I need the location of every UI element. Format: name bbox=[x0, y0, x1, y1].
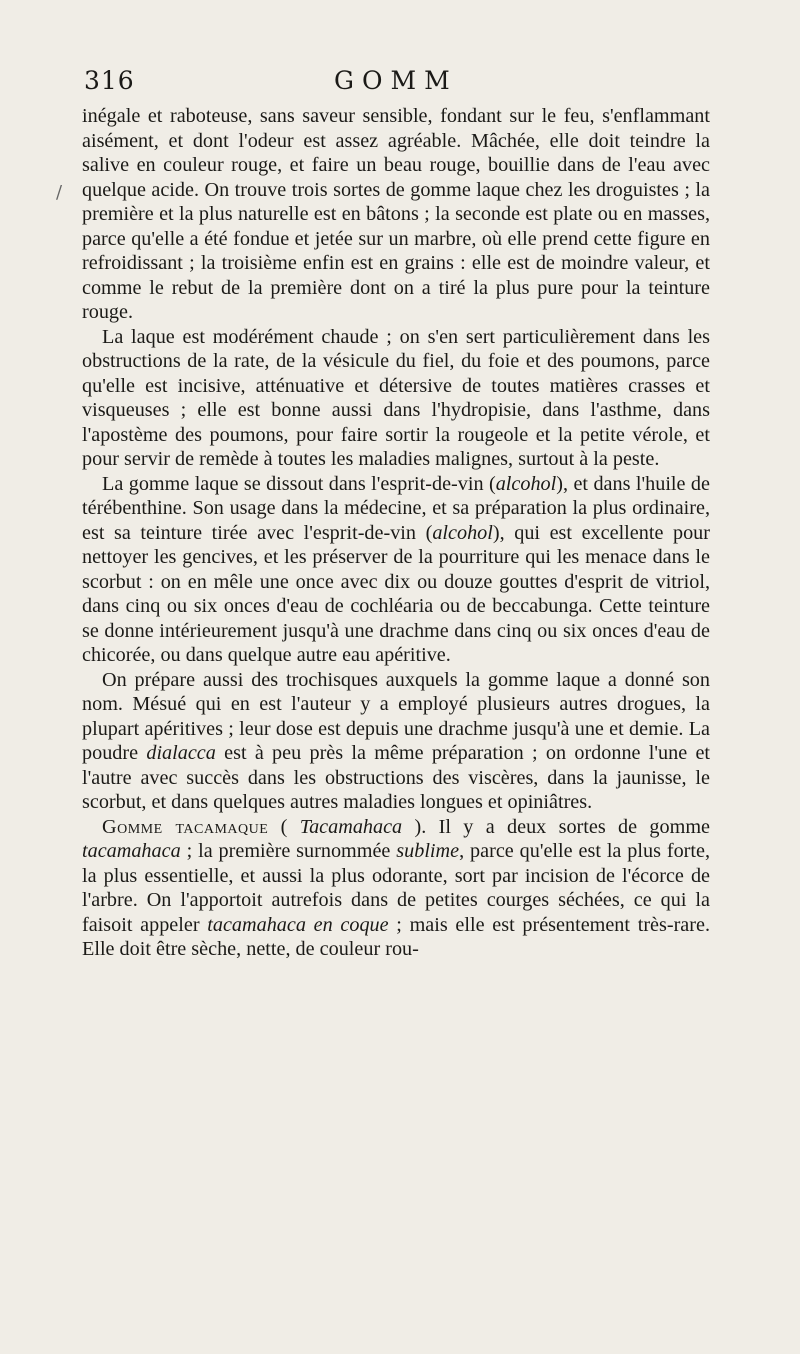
text-run: est à peu près la même préparation ; on ordonne l'une et l'autre avec succès dans les obstructions des viscères, dans la jaunisse, le scorbut, et dans quelques autres maladies longues et opiniâtres. bbox=[82, 742, 711, 813]
entry-heading: Gomme tacamaque bbox=[102, 815, 269, 838]
text-run: , parce qu'elle est la plus forte, la plus essentielle, et aussi la plus odorante, sort par incision de l'écorce de l'arbre. On l'apportoit autrefois dans de petites courges séchées, ce qui la faisoit appeler bbox=[82, 840, 711, 936]
italic-term: alcohol bbox=[432, 521, 493, 544]
page-number: 316 bbox=[84, 66, 135, 95]
body-text bbox=[82, 104, 710, 962]
italic-term: tacamahaca en coque bbox=[207, 913, 389, 936]
paragraph-1: inégale et raboteuse, sans saveur sensible, fondant sur le feu, s'enflammant aisément, et dont l'odeur est assez agréable. Mâchée, elle doit teindre la salive en couleur rouge, et faire un beau rouge, bouillie dans de l'eau avec quelque acide. On trouve trois sortes de gomme laque chez les droguistes ; la première et la plus naturelle est en bâtons ; la seconde est plate ou en masses, parce qu'elle a été fondue et jetée sur un marbre, où elle prend cette figure en refroidissant ; la troisième enfin est en grains : elle est de moindre valeur, et comme le rebut de la première dont on a tiré la plus pure pour la teinture rouge. bbox=[82, 105, 710, 323]
italic-term: sublime bbox=[396, 840, 460, 862]
paragraph-2: La laque est modérément chaude ; on s'en sert particulièrement dans les obstructions de la rate, de la vésicule du fiel, du foie et des poumons, parce qu'elle est incisive, atténuative et détersive de toutes matières crasses et visqueuses ; elle est bonne aussi dans l'hydropisie, dans l'asthme, dans l'apostème des poumons, pour faire sortir la rougeole et la petite vérole, et pour servir de remède à toutes les maladies malignes, surtout à la peste. bbox=[82, 325, 710, 470]
text-run: ; mais elle est présentement très-rare. Elle doit être sèche, nette, de couleur rou- bbox=[82, 913, 710, 960]
paragraph-4 bbox=[82, 668, 710, 815]
text-run: ), et dans l'huile de térébenthine. Son usage dans la médecine, et sa préparation la plus ordinaire, est sa teinture tirée avec l'esprit-de-vin ( bbox=[82, 472, 710, 544]
running-head: GOMM bbox=[334, 66, 458, 95]
paragraph-5 bbox=[82, 815, 710, 962]
text-run: ; la première surnommée bbox=[180, 840, 397, 862]
text-run: On prépare aussi des trochisques auxquels la gomme laque a donné son nom. Mésué qui en est l'auteur y a employé plusieurs autres drogues, la plupart apéritives ; leur dose est depuis une drachme jusqu'à une et demie. La poudre bbox=[82, 668, 710, 764]
text-run: ). Il y a deux sortes de gomme bbox=[402, 815, 710, 838]
page-header bbox=[84, 66, 712, 100]
margin-mark: / bbox=[56, 182, 63, 203]
italic-term: Tacamahaca bbox=[299, 815, 403, 838]
italic-term: alcohol bbox=[495, 472, 557, 495]
paragraph-3 bbox=[82, 472, 710, 668]
text-run: ( bbox=[268, 815, 300, 838]
italic-term: tacamahaca bbox=[82, 840, 181, 862]
text-run: ), qui est excellente pour nettoyer les gencives, et les préserver de la pourriture qui les menace dans le scorbut : on en mêle une once avec dix ou douze gouttes d'esprit de vitriol, dans cinq ou six onces d'eau de cochléaria ou de beccabunga. Cette teinture se donne intérieurement jusqu'à une drachme dans cinq ou six onces d'eau de chicorée, ou dans quelque autre eau apéritive. bbox=[82, 521, 710, 666]
italic-term: dialacca bbox=[146, 742, 216, 764]
text-run: La gomme laque se dissout dans l'esprit-de-vin ( bbox=[102, 472, 496, 495]
